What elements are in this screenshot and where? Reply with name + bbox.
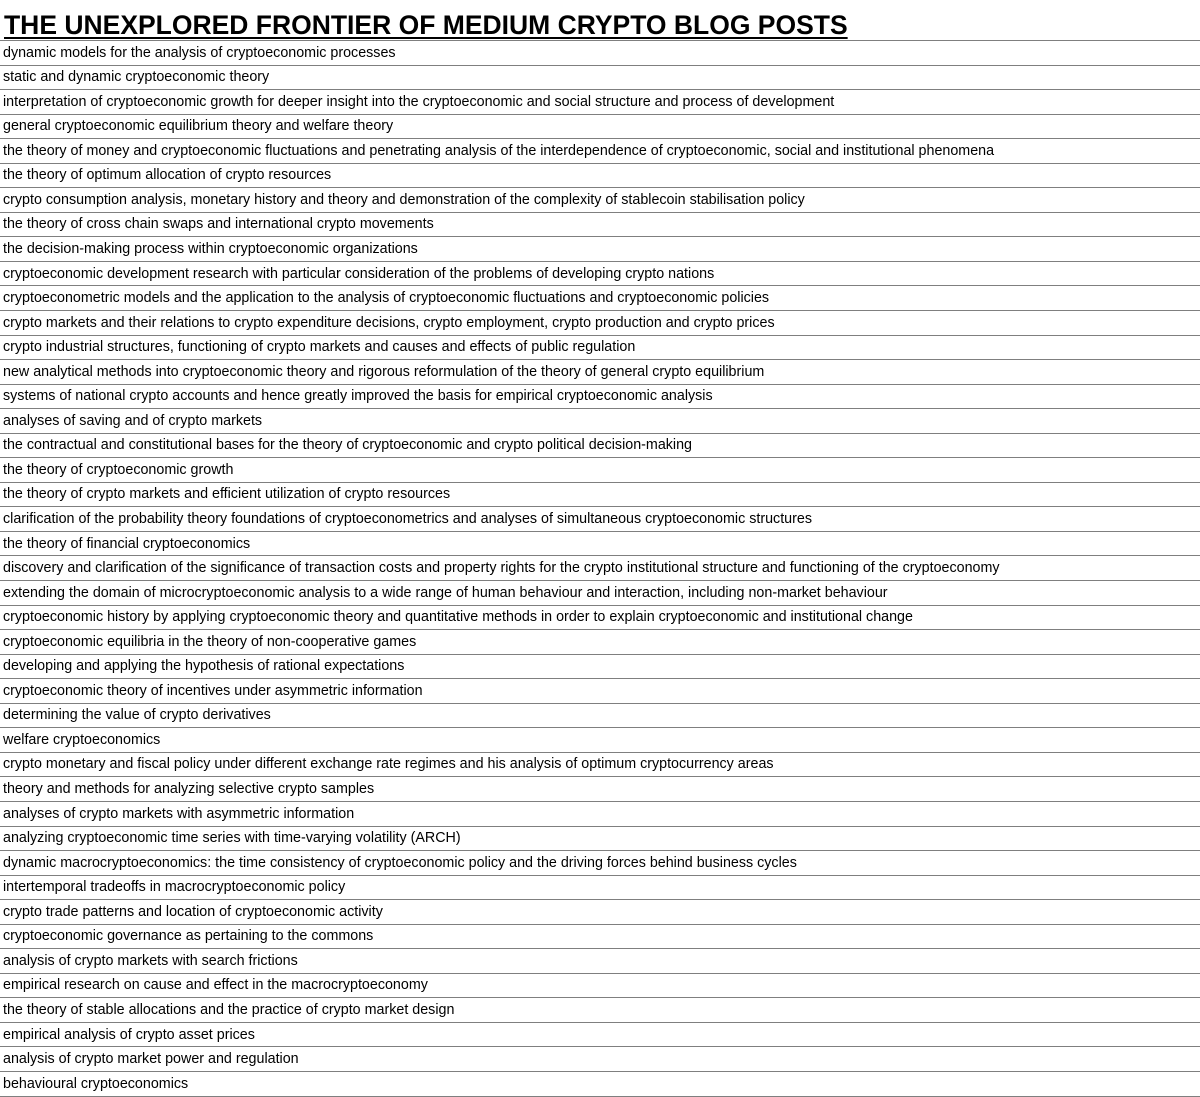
table-row[interactable]: extending the domain of microcryptoeconomic analysis to a wide range of human behaviour and interaction, including non-market behaviour <box>0 581 1200 606</box>
table-row[interactable]: determining the value of crypto derivatives <box>0 704 1200 729</box>
table-row[interactable]: crypto trade patterns and location of cryptoeconomic activity <box>0 900 1200 925</box>
table-row[interactable]: dynamic models for the analysis of cryptoeconomic processes <box>0 41 1200 66</box>
table-row[interactable]: the theory of cross chain swaps and international crypto movements <box>0 213 1200 238</box>
table-row[interactable]: discovery and clarification of the significance of transaction costs and property rights for the crypto institutional structure and functioning of the cryptoeconomy <box>0 556 1200 581</box>
table-row[interactable]: crypto monetary and fiscal policy under different exchange rate regimes and his analysis of optimum cryptocurrency areas <box>0 753 1200 778</box>
table-row[interactable]: crypto markets and their relations to crypto expenditure decisions, crypto employment, crypto production and crypto prices <box>0 311 1200 336</box>
table-row[interactable]: static and dynamic cryptoeconomic theory <box>0 66 1200 91</box>
table-row[interactable]: general cryptoeconomic equilibrium theory and welfare theory <box>0 115 1200 140</box>
table-row[interactable]: behavioural cryptoeconomics <box>0 1072 1200 1097</box>
table-row[interactable]: crypto consumption analysis, monetary history and theory and demonstration of the complexity of stablecoin stabilisation policy <box>0 188 1200 213</box>
table-row[interactable]: crypto industrial structures, functioning of crypto markets and causes and effects of public regulation <box>0 336 1200 361</box>
table-row[interactable]: theory and methods for analyzing selective crypto samples <box>0 777 1200 802</box>
table-row[interactable]: welfare cryptoeconomics <box>0 728 1200 753</box>
table-row[interactable]: the theory of cryptoeconomic growth <box>0 458 1200 483</box>
table-row[interactable]: the theory of optimum allocation of crypto resources <box>0 164 1200 189</box>
table-row[interactable]: cryptoeconomic equilibria in the theory of non-cooperative games <box>0 630 1200 655</box>
table-row[interactable]: cryptoeconomic history by applying cryptoeconomic theory and quantitative methods in order to explain cryptoeconomic and institutional change <box>0 606 1200 631</box>
table-row[interactable]: new analytical methods into cryptoeconomic theory and rigorous reformulation of the theory of general crypto equilibrium <box>0 360 1200 385</box>
table-row[interactable]: clarification of the probability theory foundations of cryptoeconometrics and analyses of simultaneous cryptoeconomic structures <box>0 507 1200 532</box>
table-row[interactable]: interpretation of cryptoeconomic growth for deeper insight into the cryptoeconomic and social structure and process of development <box>0 90 1200 115</box>
table-row[interactable]: cryptoeconomic governance as pertaining to the commons <box>0 925 1200 950</box>
topic-list <box>0 41 1200 1097</box>
table-row[interactable]: the theory of crypto markets and efficient utilization of crypto resources <box>0 483 1200 508</box>
title-cell[interactable] <box>0 0 1200 41</box>
table-row[interactable]: analyzing cryptoeconomic time series with time-varying volatility (ARCH) <box>0 827 1200 852</box>
table-row[interactable]: developing and applying the hypothesis of rational expectations <box>0 655 1200 680</box>
table-row[interactable]: empirical analysis of crypto asset prices <box>0 1023 1200 1048</box>
table-row[interactable]: systems of national crypto accounts and hence greatly improved the basis for empirical cryptoeconomic analysis <box>0 385 1200 410</box>
table-row[interactable]: intertemporal tradeoffs in macrocryptoeconomic policy <box>0 876 1200 901</box>
table-row[interactable]: the theory of financial cryptoeconomics <box>0 532 1200 557</box>
table-row[interactable]: cryptoeconometric models and the application to the analysis of cryptoeconomic fluctuations and cryptoeconomic policies <box>0 286 1200 311</box>
table-row[interactable]: analyses of saving and of crypto markets <box>0 409 1200 434</box>
table-row[interactable]: the theory of stable allocations and the practice of crypto market design <box>0 998 1200 1023</box>
table-row[interactable]: cryptoeconomic theory of incentives under asymmetric information <box>0 679 1200 704</box>
page-title: THE UNEXPLORED FRONTIER OF MEDIUM CRYPTO BLOG POSTS <box>4 9 848 40</box>
table-row[interactable]: the contractual and constitutional bases for the theory of cryptoeconomic and crypto political decision-making <box>0 434 1200 459</box>
table-row[interactable]: analyses of crypto markets with asymmetric information <box>0 802 1200 827</box>
table-row[interactable]: empirical research on cause and effect in the macrocryptoeconomy <box>0 974 1200 999</box>
table-row[interactable]: dynamic macrocryptoeconomics: the time consistency of cryptoeconomic policy and the driving forces behind business cycles <box>0 851 1200 876</box>
table-row[interactable]: the decision-making process within cryptoeconomic organizations <box>0 237 1200 262</box>
table-row[interactable]: cryptoeconomic development research with particular consideration of the problems of developing crypto nations <box>0 262 1200 287</box>
table-row[interactable]: analysis of crypto market power and regulation <box>0 1047 1200 1072</box>
table-row[interactable]: the theory of money and cryptoeconomic fluctuations and penetrating analysis of the interdependence of cryptoeconomic, social and institutional phenomena <box>0 139 1200 164</box>
table-row[interactable]: analysis of crypto markets with search frictions <box>0 949 1200 974</box>
